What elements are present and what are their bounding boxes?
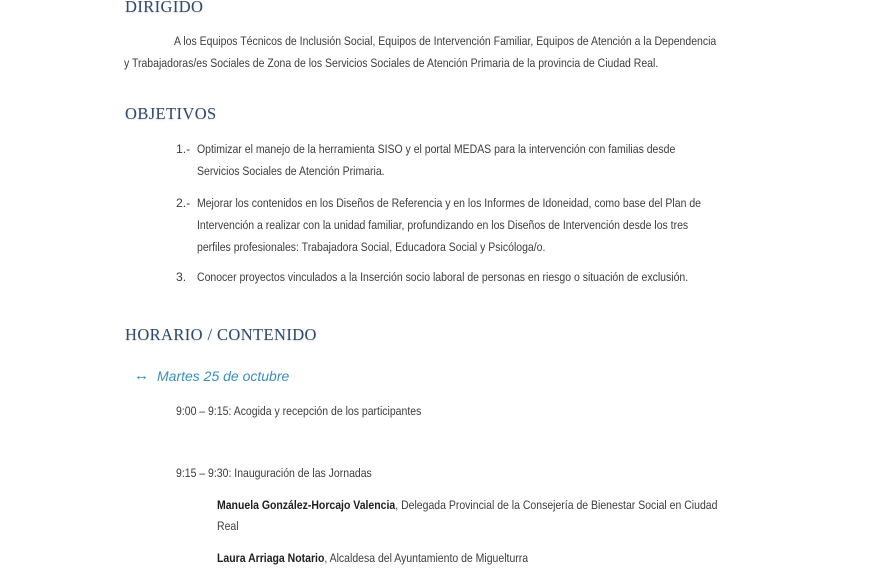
objective-text-line: Conocer proyectos vinculados a la Inserción socio laboral de personas en riesgo o situación de exclusión. (197, 270, 689, 284)
speaker-role-continuation: Real (217, 519, 239, 533)
day-label (134, 367, 289, 384)
speaker-entry (217, 495, 717, 516)
schedule-slot: 9:00 – 9:15: Acogida y recepción de los participantes (176, 404, 422, 418)
dirigido-text-line-1: A los Equipos Técnicos de Inclusión Social, Equipos de Intervención Familiar, Equipos de Atención a la Dependencia (174, 34, 717, 48)
section-heading-objetivos: OBJETIVOS (125, 104, 217, 123)
speaker-role: , Alcaldesa del Ayuntamiento de Miguelturra (324, 551, 529, 565)
left-right-arrow-icon: ↔ (134, 367, 149, 384)
section-heading-horario: HORARIO / CONTENIDO (125, 325, 317, 344)
schedule-slot: 9:15 – 9:30: Inauguración de las Jornadas (176, 466, 372, 480)
objective-text-line: Mejorar los contenidos en los Diseños de Referencia y en los Informes de Idoneidad, como base del Plan de (197, 196, 701, 210)
objective-number: 3. (176, 270, 187, 284)
day-text: Martes 25 de octubre (157, 367, 290, 384)
objective-text-line: Optimizar el manejo de la herramienta SISO y el portal MEDAS para la intervención con familias desde (197, 142, 676, 156)
speaker-role: , Delegada Provincial de la Consejería de Bienestar Social en Ciudad (395, 498, 718, 512)
objective-text-line: Intervención a realizar con la unidad familiar, profundizando en los Diseños de Intervención desde los tres (197, 218, 689, 232)
speaker-name: Manuela González-Horcajo Valencia (217, 498, 396, 512)
objective-text-line: Servicios Sociales de Atención Primaria. (197, 164, 385, 178)
objective-text-line: perfiles profesionales: Trabajadora Social, Educadora Social y Psicóloga/o. (197, 240, 546, 254)
speaker-entry (217, 548, 528, 569)
objective-number: 1.- (176, 142, 191, 156)
section-heading-dirigido: DIRIGIDO (125, 0, 204, 16)
speaker-name: Laura Arriaga Notario (217, 551, 325, 565)
objective-number: 2.- (176, 196, 191, 210)
dirigido-text-line-2: y Trabajadoras/es Sociales de Zona de los Servicios Sociales de Atención Primaria de la provincia de Ciudad Real. (124, 56, 659, 70)
